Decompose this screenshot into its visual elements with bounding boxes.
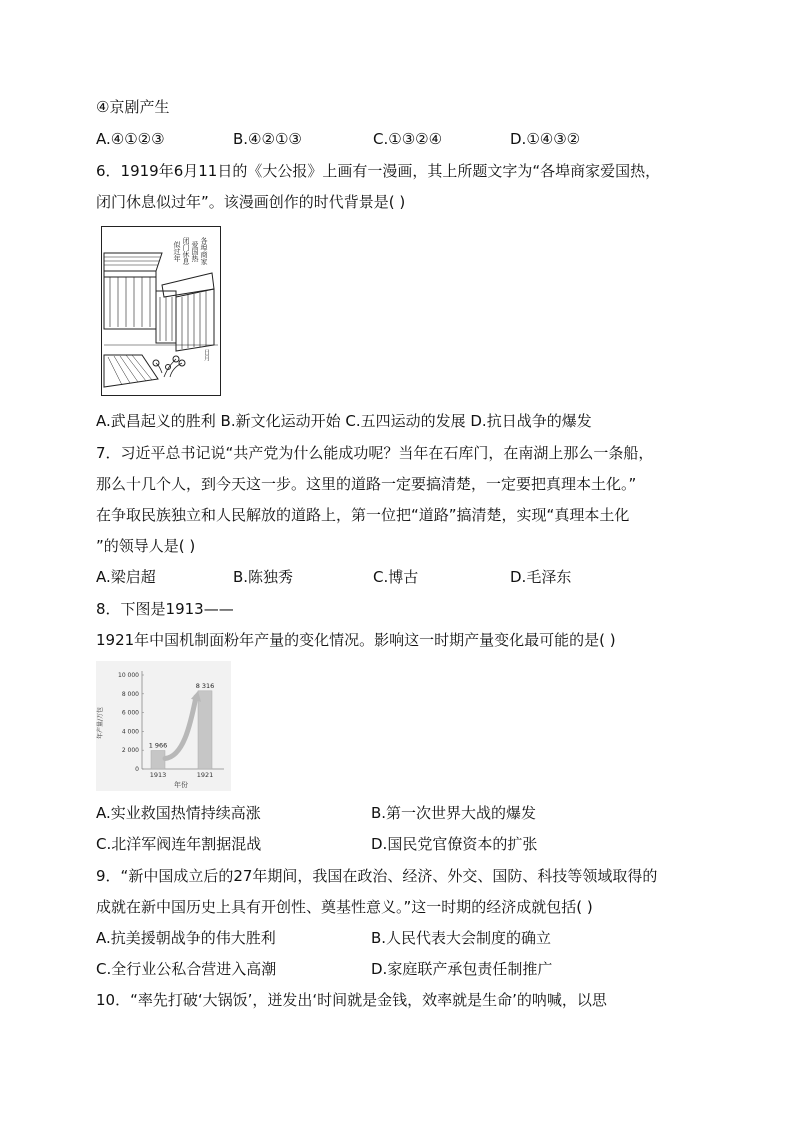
chart-ytick-label: 0 <box>135 766 139 773</box>
chart-category-label: 1913 <box>149 771 167 779</box>
q9-option-d: D.家庭联产承包责任制推广 <box>371 960 553 978</box>
svg-text:日月: 日月 <box>202 349 210 361</box>
chart-xlabel: 年份 <box>174 781 188 789</box>
option-a: A.④①②③ <box>96 130 165 148</box>
q9-stem-line2: 成就在新中国历史上具有开创性、奠基性意义。”这一时期的经济成就包括( ) <box>96 898 593 916</box>
q9-option-c: C.全行业公私合营进入高潮 <box>96 960 277 978</box>
q6-options: A.武昌起义的胜利 B.新文化运动开始 C.五四运动的发展 D.抗日战争的爆发 <box>96 412 592 430</box>
q6-cartoon-image <box>101 226 221 396</box>
chart-category-label: 1921 <box>196 771 214 779</box>
chart-value-label: 8 316 <box>195 681 215 690</box>
option-c: C.①③②④ <box>373 130 443 148</box>
chart-ytick-label: 2 000 <box>121 747 139 755</box>
q10-stem-line1: 10．“率先打破‘大锅饭’，迸发出‘时间就是金钱，效率就是生命’的呐喊，以思 <box>96 991 607 1009</box>
cartoon-caption-col4: 似过年 <box>173 241 181 262</box>
q7-stem-line4: ”的领导人是( ) <box>96 537 196 555</box>
q8-option-b: B.第一次世界大战的爆发 <box>371 804 537 822</box>
q8-option-a: A.实业救国热情持续高涨 <box>96 804 261 822</box>
chart-bar-1921 <box>198 691 212 769</box>
q9-stem-line1: 9．“新中国成立后的27年期间，我国在政治、经济、外交、国防、科技等领域取得的 <box>96 867 658 885</box>
option-b: B.④②①③ <box>233 130 302 148</box>
chart-ytick-label: 8 000 <box>121 690 139 698</box>
q7-option-d: D.毛泽东 <box>510 568 572 586</box>
cartoon-caption-col3: 闭门休息 <box>182 237 190 265</box>
q9-option-a: A.抗美援朝战争的伟大胜利 <box>96 929 276 947</box>
q7-stem-line1: 7．习近平总书记说“共产党为什么能成功呢？当年在石库门，在南湖上那么一条船， <box>96 444 654 462</box>
q8-option-c: C.北洋军阀连年割据混战 <box>96 835 262 853</box>
option-d: D.①④③② <box>510 130 581 148</box>
chart-trend-arrow <box>165 697 196 759</box>
q8-stem-line1: 8．下图是1913—— <box>96 600 234 618</box>
chart-ytick-label: 6 000 <box>121 709 139 717</box>
q6-stem-line1: 6．1919年6月11日的《大公报》上画有一漫画，其上所题文字为“各埠商家爱国热， <box>96 162 661 180</box>
q7-stem-line3: 在争取民族独立和人民解放的道路上，第一位把“道路”搞清楚，实现“真理本土化 <box>96 506 630 524</box>
chart-ylabel: 年产量/万包 <box>97 706 104 740</box>
q7-option-b: B.陈独秀 <box>233 568 294 586</box>
q8-option-d: D.国民党官僚资本的扩张 <box>371 835 538 853</box>
chart-ytick-label: 4 000 <box>121 728 139 736</box>
q7-stem-line2: 那么十几个人，到今天这一步。这里的道路一定要搞清楚，一定要把真理本土化。” <box>96 475 637 493</box>
chart-value-label: 1 966 <box>148 741 168 750</box>
q9-option-b: B.人民代表大会制度的确立 <box>371 929 552 947</box>
q6-stem-line2: 闭门休息似过年”。该漫画创作的时代背景是( ) <box>96 193 406 211</box>
q8-flour-chart <box>96 661 231 791</box>
cartoon-caption-col2: 爱国热 <box>191 241 199 262</box>
cartoon-caption-col1: 各埠商家 <box>200 237 208 265</box>
q7-option-a: A.梁启超 <box>96 568 156 586</box>
q8-stem-line2: 1921年中国机制面粉年产量的变化情况。影响这一时期产量变化最可能的是( ) <box>96 631 616 649</box>
chart-ytick-label: 10 000 <box>118 672 139 679</box>
list-item-4: ④京剧产生 <box>96 98 170 116</box>
q7-option-c: C.博古 <box>373 568 419 586</box>
